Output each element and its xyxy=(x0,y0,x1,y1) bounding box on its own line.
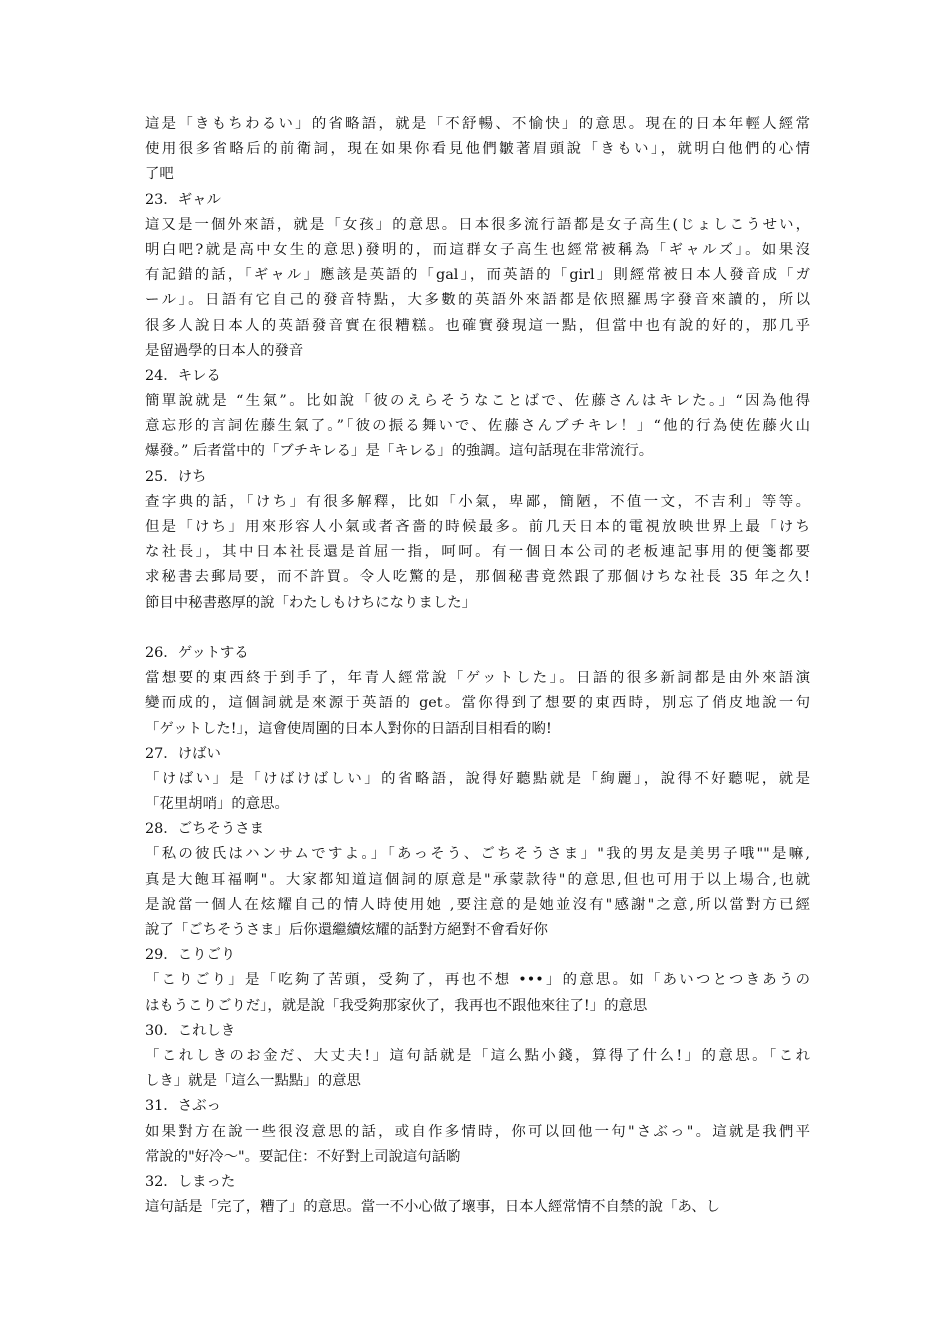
text-line: 使用很多省略后的前衛詞，現在如果你看見他們皺著眉頭說「きもい」，就明白他們的心情 xyxy=(145,141,810,158)
text-line: ール」。日語有它自己的發音特點，大多數的英語外來語都是依照羅馬字發音來讀的，所以 xyxy=(145,292,810,309)
text-line: 變而成的，這個詞就是來源于英語的 get。當你得到了想要的東西時，別忘了俏皮地說一句 xyxy=(145,695,810,712)
paragraph xyxy=(145,968,810,1018)
text-line: 了吧 xyxy=(145,166,174,183)
paragraph xyxy=(145,213,810,364)
text-line: 常說的"好冷～"。要記住：不好對上司說這句話喲 xyxy=(145,1148,461,1165)
text-line: 節目中秘書憨厚的說「わたしもけちになりました」 xyxy=(145,594,476,611)
section-heading: 24．キレる xyxy=(145,367,221,384)
paragraph xyxy=(145,1044,810,1094)
text-line: 「花里胡哨」的意思。 xyxy=(145,796,289,813)
section-heading: 32．しまった xyxy=(145,1173,236,1190)
paragraph xyxy=(145,666,810,742)
paragraph xyxy=(145,389,810,465)
paragraph xyxy=(145,1195,810,1220)
text-line: 爆發。” 后者當中的「ブチキレる」是「キレる」的強調。這句話現在非常流行。 xyxy=(145,443,654,460)
section-heading: 29．こりごり xyxy=(145,947,236,964)
text-line: 查字典的話，「けち」有很多解釋，比如「小氣，卑鄙，簡陋，不值一文，不吉利」等等。 xyxy=(145,493,810,510)
text-line: な社長」，其中日本社長還是首屈一指，呵呵。有一個日本公司的老板連記事用的便箋都要 xyxy=(145,544,810,561)
text-line: 「ゲットした!」，這會使周圍的日本人對你的日語刮目相看的喲! xyxy=(145,720,552,737)
document-page xyxy=(145,112,810,1220)
text-line: 但是「けち」用來形容人小氣或者吝嗇的時候最多。前几天日本的電視放映世界上最「けち xyxy=(145,519,810,535)
section-heading: 26．ゲットする xyxy=(145,644,249,661)
text-line: 很多人說日本人的英語發音實在很糟糕。也確實發現這一點，但當中也有說的好的，那几乎 xyxy=(145,317,810,334)
text-line: 如果對方在說一些很沒意思的話，或自作多情時，你可以回他一句"さぶっ"。這就是我們平 xyxy=(145,1123,810,1140)
text-line: 「これしきのお金だ、大丈夫!」這句話就是「這么點小錢，算得了什么!」的意思。「これ xyxy=(145,1047,810,1064)
blank-line xyxy=(145,616,810,641)
section-heading: 25．けち xyxy=(145,468,207,485)
text-line: 「私の彼氏はハンサムですよ。」「あっそう、ごちそうさま」"我的男友是美男子哦""是嘛, xyxy=(145,846,810,863)
paragraph xyxy=(145,1120,810,1170)
text-line: 有記錯的話，「ギャル」應該是英語的「gal」，而英語的「girl」則經常被日本人發音成「ガ xyxy=(145,267,810,284)
paragraph xyxy=(145,490,810,616)
text-line: しき」就是「這么一點點」的意思 xyxy=(145,1073,361,1090)
paragraph xyxy=(145,842,810,943)
paragraph xyxy=(145,767,810,817)
section-heading: 31．さぶっ xyxy=(145,1098,221,1115)
section-heading: 23．ギャル xyxy=(145,191,221,208)
section-heading: 30．これしき xyxy=(145,1022,236,1039)
text-line: 是留過學的日本人的發音 xyxy=(145,342,304,359)
text-line: 求秘書去郵局要，而不許買。令人吃驚的是，那個秘書竟然跟了那個けちな社長 35 年之久! xyxy=(145,569,810,586)
text-line: 是說當一個人在炫耀自己的情人時使用她 ,要注意的是她並沒有"感謝"之意,所以當對方已經 xyxy=(145,896,810,913)
text-line: 「こりごり」是「吃夠了苦頭，受夠了，再也不想 •••」的意思。如「あいつとつきあうの xyxy=(145,972,810,989)
text-line: 明白吧?就是高中女生的意思)發明的，而這群女子高生也經常被稱為「ギャルズ」。如果沒 xyxy=(145,241,810,258)
text-line: 這是「きもちわるい」的省略語，就是「不舒暢、不愉快」的意思。現在的日本年輕人經常 xyxy=(145,116,810,132)
text-line: 簡單說就是 “生氣”。比如說「彼のえらそうなことばで、佐藤さんはキレた。」“因為他得 xyxy=(145,393,810,410)
text-line: 意忘形的言詞佐藤生氣了。”「彼の振る舞いで、佐藤さんブチキレ！」“他的行為使佐藤火山 xyxy=(145,418,810,435)
text-line: 「けばい」是「けばけばしい」的省略語，說得好聽點就是「絢麗」，說得不好聽呢，就是 xyxy=(145,770,810,787)
paragraph xyxy=(145,112,810,188)
text-line: 當想要的東西終于到手了，年青人經常說「ゲットした」。日語的很多新詞都是由外來語演 xyxy=(145,670,810,687)
section-heading: 28．ごちそうさま xyxy=(145,821,265,838)
text-line: 這句話是「完了，糟了」的意思。當一不小心做了壞事，日本人經常情不自禁的說「あ、し xyxy=(145,1199,721,1216)
text-line: 真是大飽耳福啊"。大家都知道這個詞的原意是"承蒙款待"的意思,但也可用于以上場合,也就 xyxy=(145,871,810,888)
section-heading: 27．けばい xyxy=(145,745,221,762)
text-line: 說了「ごちそうさま」后你還繼續炫耀的話對方絕對不會看好你 xyxy=(145,922,548,938)
text-line: 這又是一個外來語，就是「女孩」的意思。日本很多流行語都是女子高生(じょしこうせい， xyxy=(145,216,810,233)
text-line: はもうこりごりだ」，就是說「我受夠那家伙了，我再也不跟他來往了!」的意思 xyxy=(145,997,648,1014)
